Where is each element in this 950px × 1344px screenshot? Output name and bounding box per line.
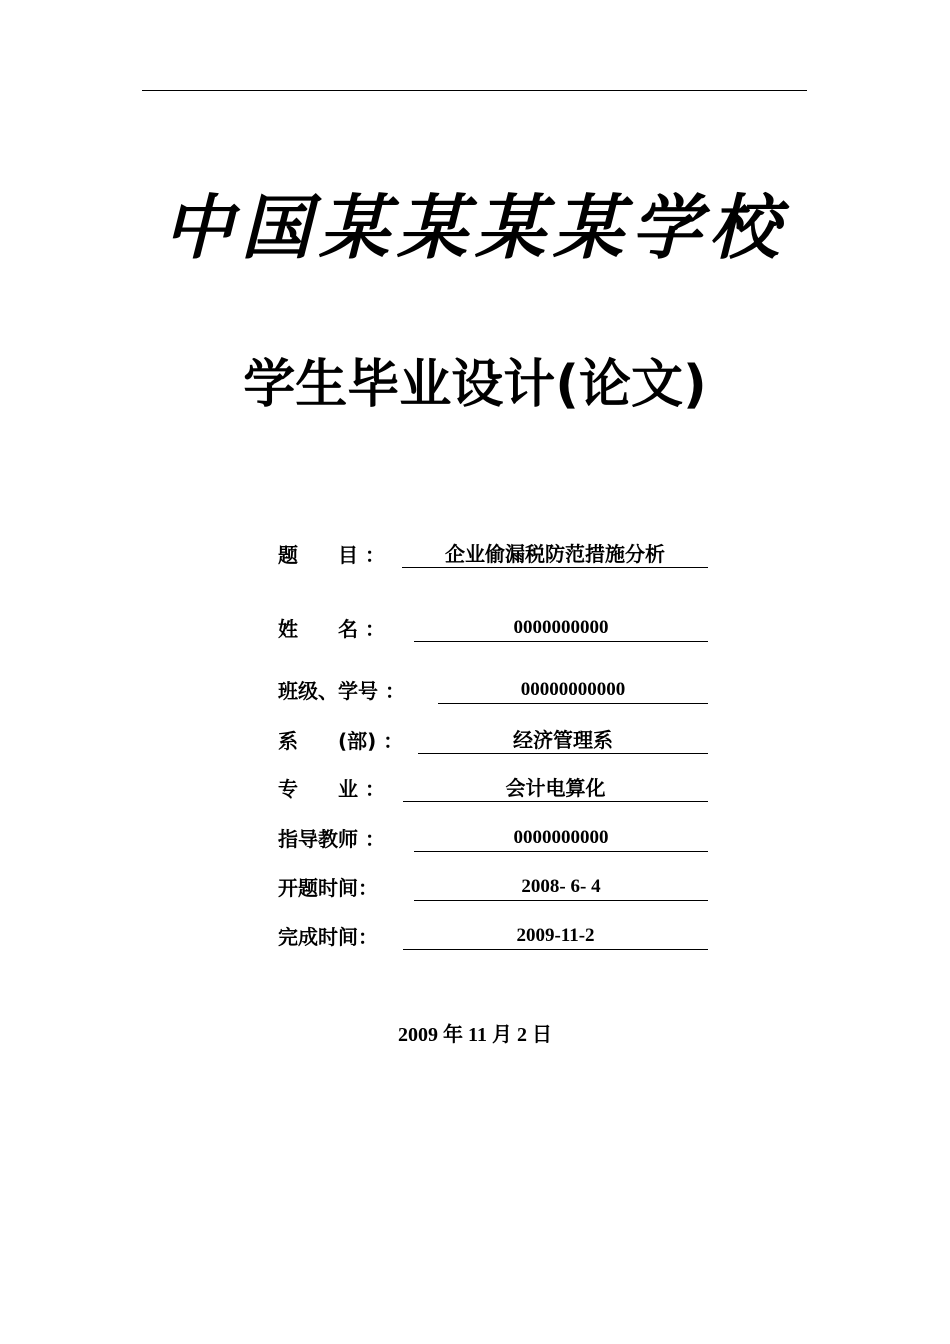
field-topic — [278, 538, 708, 568]
field-advisor-label: 指导教师 ： — [278, 827, 385, 851]
field-major-label: 专 业 ： — [278, 777, 385, 801]
field-name — [278, 612, 708, 642]
field-major-value: 会计电算化 — [403, 775, 708, 802]
document-title: 学生毕业设计(论文) — [243, 355, 707, 415]
field-finish-date-label: 完成时间： — [278, 925, 378, 949]
field-start-date — [278, 871, 708, 901]
field-department-label: 系 (部) ： — [278, 729, 404, 753]
field-class-id-value: 00000000000 — [438, 677, 708, 704]
field-start-date-label: 开题时间： — [278, 876, 378, 900]
field-major — [278, 772, 708, 802]
field-advisor — [278, 822, 708, 852]
footer-date: 2009 年 11 月 2 日 — [398, 1024, 552, 1046]
field-finish-date — [278, 920, 708, 950]
school-name: 中国某某某某学校 — [163, 186, 787, 269]
field-finish-date-value: 2009-11-2 — [403, 923, 708, 950]
field-name-value: 0000000000 — [414, 615, 708, 642]
field-name-label: 姓 名 ： — [278, 617, 385, 641]
field-advisor-value: 0000000000 — [414, 825, 708, 852]
field-start-date-value: 2008- 6- 4 — [414, 874, 708, 901]
field-department-value: 经济管理系 — [418, 727, 708, 754]
field-department — [278, 724, 708, 754]
header-rule — [142, 90, 807, 91]
field-class-id — [278, 674, 708, 704]
field-topic-value: 企业偷漏税防范措施分析 — [402, 541, 708, 568]
field-topic-label: 题 目 ： — [278, 543, 385, 567]
field-class-id-label: 班级、学号 ： — [278, 679, 405, 703]
